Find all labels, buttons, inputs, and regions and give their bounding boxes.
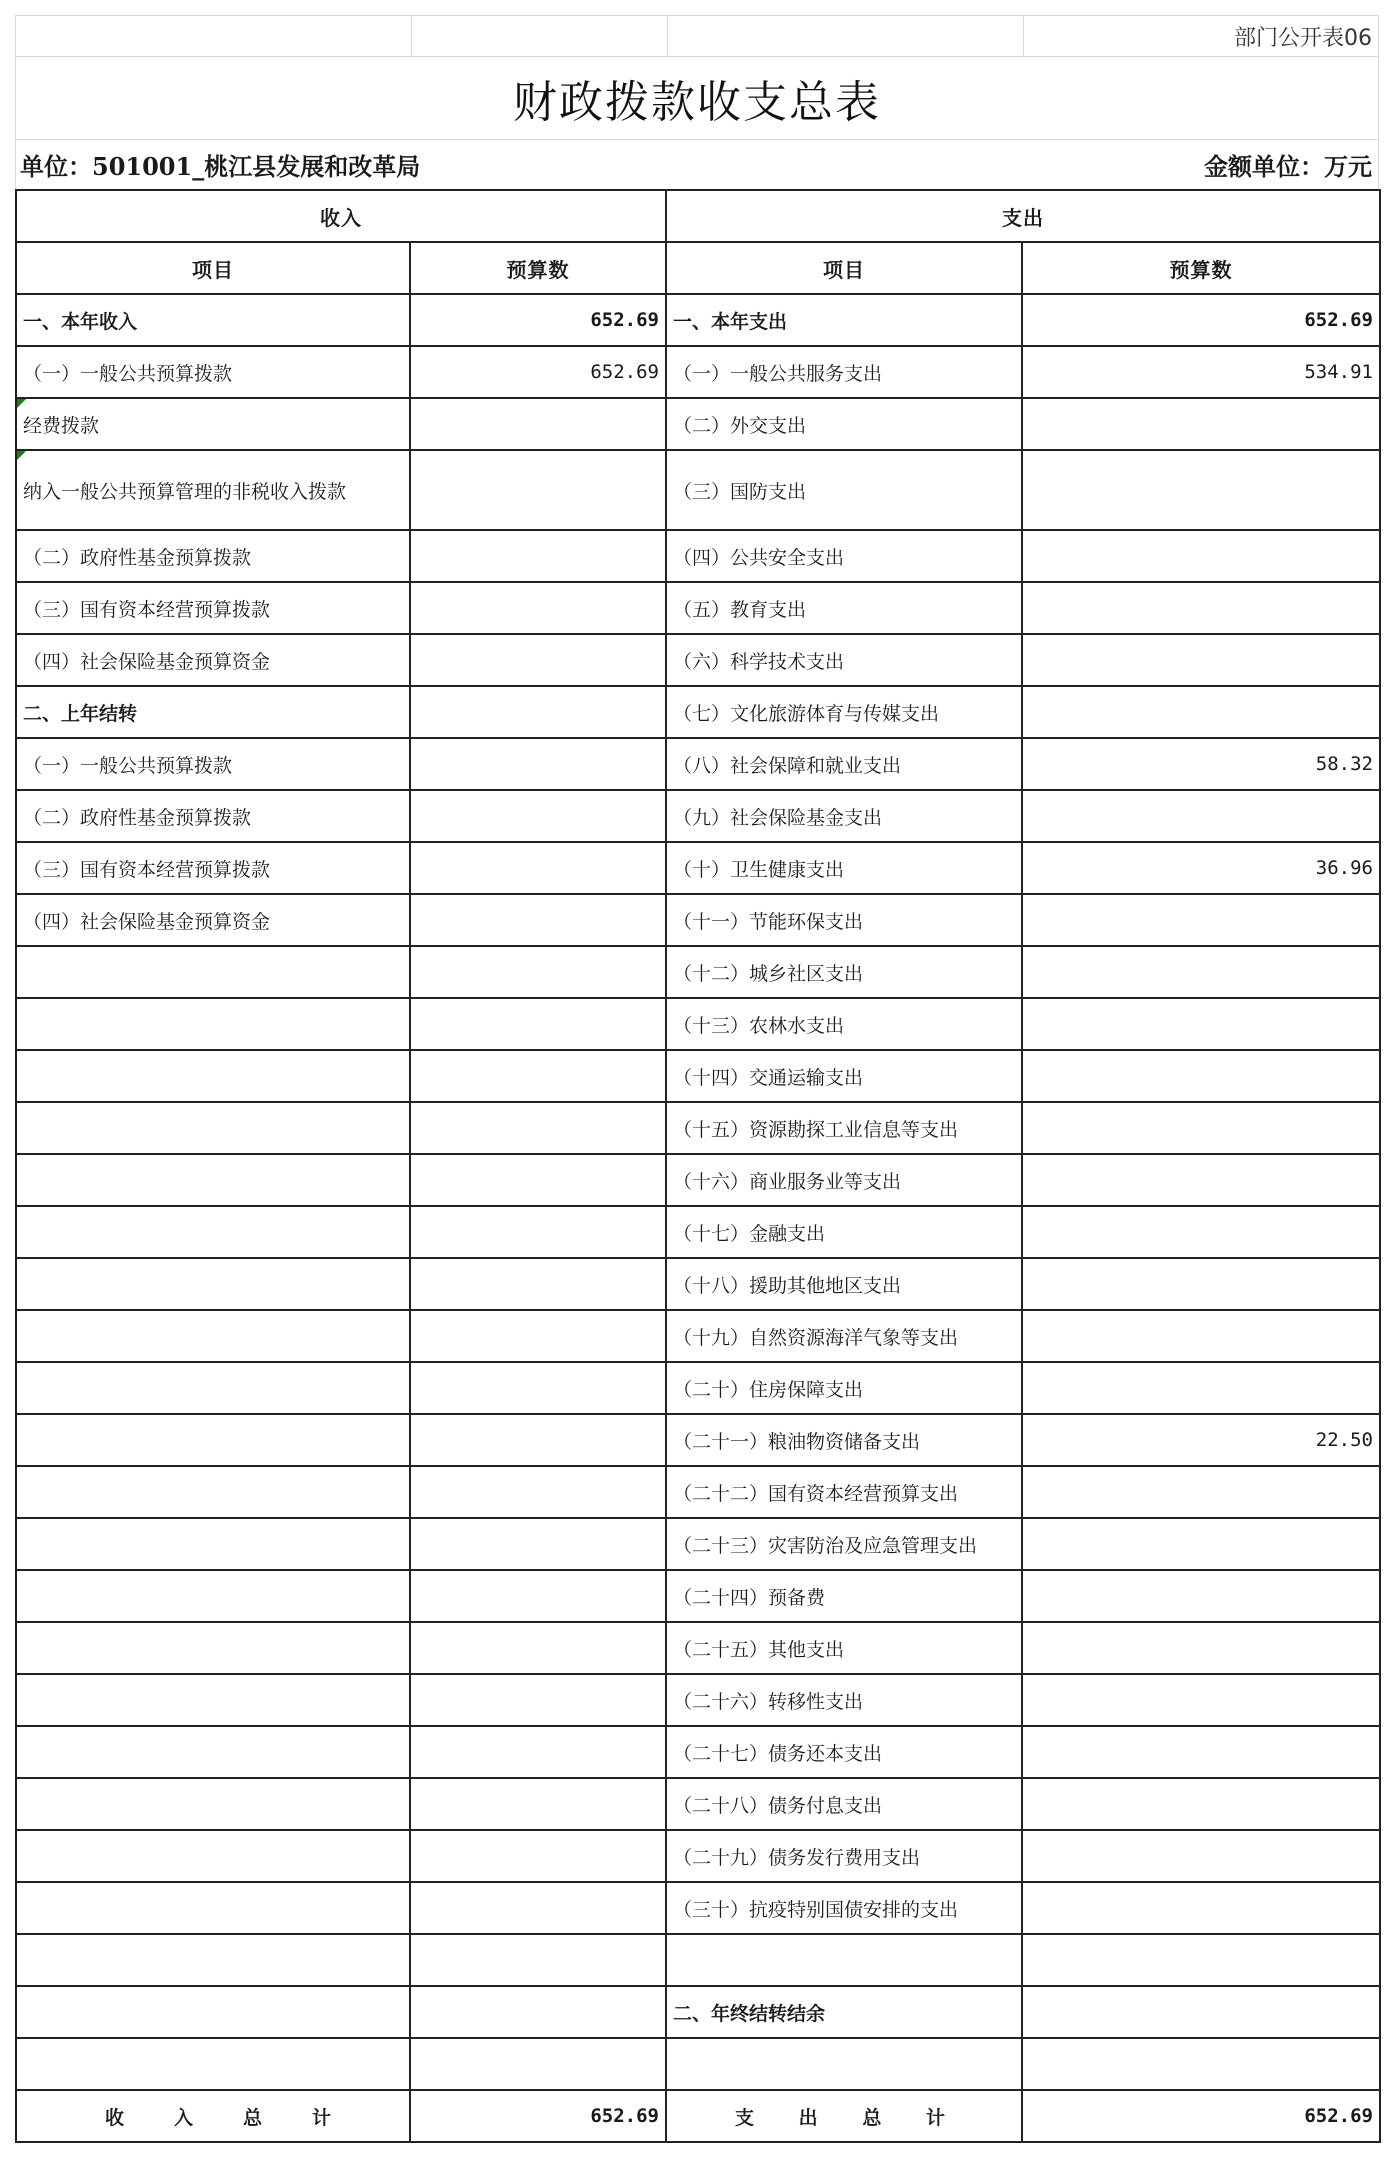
expense-item-cell: （十九）自然资源海洋气象等支出 [666,1310,1022,1362]
table-row [16,738,1380,790]
expense-budget-cell [1022,1102,1380,1154]
expense-item-cell: （十）卫生健康支出 [666,842,1022,894]
income-item-cell [16,998,410,1050]
income-item-cell [16,1362,410,1414]
income-budget-cell [410,1466,666,1518]
income-budget-cell [410,1102,666,1154]
table-row [16,1622,1380,1674]
expense-budget-header: 预算数 [1022,242,1380,294]
expense-item-cell: （二）外交支出 [666,398,1022,450]
table-row [16,1102,1380,1154]
table-row [16,346,1380,398]
group-header-row [16,190,1380,242]
expense-total-label [666,2090,1022,2142]
income-item-cell [16,1674,410,1726]
income-item-header: 项目 [16,242,410,294]
expense-budget-cell [1022,1258,1380,1310]
expense-item-cell: （七）文化旅游体育与传媒支出 [666,686,1022,738]
expense-item-cell: （六）科学技术支出 [666,634,1022,686]
income-budget-cell [410,686,666,738]
total-label-char: 出 [798,2106,818,2129]
table-row [16,1206,1380,1258]
expense-budget-cell: 652.69 [1022,294,1380,346]
income-item-cell [16,1310,410,1362]
expense-item-cell: （五）教育支出 [666,582,1022,634]
expense-item-cell: （二十六）转移性支出 [666,1674,1022,1726]
income-budget-cell [410,1986,666,2038]
table-row [16,450,1380,530]
expense-budget-cell [1022,1518,1380,1570]
income-group-header: 收入 [16,190,666,242]
income-item-cell [16,2038,410,2090]
income-item-cell [16,1518,410,1570]
income-item-cell: （四）社会保险基金预算资金 [16,894,410,946]
income-budget-cell [410,1154,666,1206]
total-label-char: 收 [105,2106,125,2129]
expense-budget-cell: 534.91 [1022,346,1380,398]
income-item-cell [16,1154,410,1206]
income-item-cell [16,1882,410,1934]
income-item-cell: （一）一般公共预算拨款 [16,346,410,398]
income-budget-cell [410,738,666,790]
income-item-cell: 二、上年结转 [16,686,410,738]
expense-item-cell: （十二）城乡社区支出 [666,946,1022,998]
income-item-cell: 一、本年收入 [16,294,410,346]
income-budget-cell [410,582,666,634]
expense-item-cell: 一、本年支出 [666,294,1022,346]
expense-item-cell: （二十三）灾害防治及应急管理支出 [666,1518,1022,1570]
income-item-cell: （二）政府性基金预算拨款 [16,530,410,582]
income-item-cell: 纳入一般公共预算管理的非税收入拨款 [16,450,410,530]
expense-budget-cell [1022,1622,1380,1674]
expense-budget-cell [1022,1830,1380,1882]
expense-budget-cell [1022,398,1380,450]
expense-item-cell: （四）公共安全支出 [666,530,1022,582]
expense-group-header: 支出 [666,190,1380,242]
table-row [16,530,1380,582]
table-row [16,1726,1380,1778]
income-item-cell [16,1726,410,1778]
expense-item-cell: （一）一般公共服务支出 [666,346,1022,398]
income-item-cell [16,1466,410,1518]
income-item-cell [16,946,410,998]
expense-budget-cell [1022,998,1380,1050]
table-row [16,1518,1380,1570]
income-item-cell: （二）政府性基金预算拨款 [16,790,410,842]
expense-budget-cell [1022,1310,1380,1362]
income-budget-cell [410,1934,666,1986]
expense-item-cell: （二十一）粮油物资储备支出 [666,1414,1022,1466]
table-row [16,1362,1380,1414]
expense-budget-cell [1022,686,1380,738]
expense-item-cell: （二十四）预备费 [666,1570,1022,1622]
expense-budget-cell: 36.96 [1022,842,1380,894]
table-row [16,842,1380,894]
table-row [16,1258,1380,1310]
expense-budget-cell [1022,894,1380,946]
income-total-label [16,2090,410,2142]
income-item-cell [16,1934,410,1986]
income-budget-cell [410,1310,666,1362]
table-row [16,1154,1380,1206]
income-item-cell: （四）社会保险基金预算资金 [16,634,410,686]
expense-budget-cell [1022,1882,1380,1934]
expense-item-cell [666,1934,1022,1986]
table-row [16,1570,1380,1622]
expense-budget-cell [1022,2038,1380,2090]
expense-item-cell: （八）社会保障和就业支出 [666,738,1022,790]
page-title: 财政拨款收支总表 [15,57,1379,140]
amount-unit-label: 金额单位：万元 [1204,152,1372,181]
expense-budget-cell: 22.50 [1022,1414,1380,1466]
expense-item-cell: （三）国防支出 [666,450,1022,530]
table-row [16,2038,1380,2090]
income-item-cell [16,1830,410,1882]
expense-budget-cell [1022,1570,1380,1622]
income-budget-cell [410,1882,666,1934]
expense-item-cell: （十六）商业服务业等支出 [666,1154,1022,1206]
income-budget-cell [410,790,666,842]
expense-item-cell: （二十八）债务付息支出 [666,1778,1022,1830]
income-item-cell [16,1258,410,1310]
table-row [16,398,1380,450]
table-row [16,894,1380,946]
expense-budget-cell [1022,1362,1380,1414]
income-budget-cell [410,1570,666,1622]
budget-sheet [15,15,1379,2143]
expense-budget-cell [1022,450,1380,530]
expense-budget-cell [1022,1778,1380,1830]
income-budget-cell [410,842,666,894]
income-item-cell [16,1778,410,1830]
income-item-cell: 经费拨款 [16,398,410,450]
income-budget-cell: 652.69 [410,346,666,398]
income-budget-cell [410,1830,666,1882]
total-label-char: 入 [173,2106,193,2129]
income-budget-cell [410,1414,666,1466]
income-budget-cell [410,998,666,1050]
income-budget-cell [410,634,666,686]
income-budget-cell: 652.69 [410,294,666,346]
blank-cell [15,16,411,57]
income-item-cell: （三）国有资本经营预算拨款 [16,582,410,634]
table-row [16,1934,1380,1986]
expense-budget-cell [1022,1986,1380,2038]
income-budget-cell [410,1726,666,1778]
expense-budget-cell [1022,1154,1380,1206]
income-item-cell: （三）国有资本经营预算拨款 [16,842,410,894]
column-header-row [16,242,1380,294]
table-row [16,634,1380,686]
income-total-value: 652.69 [410,2090,666,2142]
department-unit-label: 单位：501001_桃江县发展和改革局 [20,152,421,181]
income-budget-cell [410,1778,666,1830]
expense-item-cell: （十一）节能环保支出 [666,894,1022,946]
expense-budget-cell [1022,1674,1380,1726]
expense-item-cell: （二十七）债务还本支出 [666,1726,1022,1778]
table-row [16,790,1380,842]
table-row [16,1310,1380,1362]
expense-item-cell: （二十五）其他支出 [666,1622,1022,1674]
budget-table [15,189,1381,2143]
expense-budget-cell [1022,790,1380,842]
expense-budget-cell [1022,1466,1380,1518]
table-row [16,1986,1380,2038]
expense-budget-cell [1022,582,1380,634]
expense-budget-cell [1022,634,1380,686]
table-row [16,582,1380,634]
income-budget-cell [410,1206,666,1258]
expense-item-cell: （十八）援助其他地区支出 [666,1258,1022,1310]
blank-cell [411,16,667,57]
table-row [16,1674,1380,1726]
income-budget-cell [410,530,666,582]
total-label-char: 计 [311,2106,331,2129]
expense-item-cell: （二十二）国有资本经营预算支出 [666,1466,1022,1518]
total-label-char: 总 [862,2106,882,2129]
expense-item-cell: （九）社会保险基金支出 [666,790,1022,842]
expense-item-cell: （二十九）债务发行费用支出 [666,1830,1022,1882]
expense-item-cell: （十五）资源勘探工业信息等支出 [666,1102,1022,1154]
expense-item-cell: （三十）抗疫特别国债安排的支出 [666,1882,1022,1934]
expense-item-cell: 二、年终结转结余 [666,1986,1022,2038]
income-budget-cell [410,1050,666,1102]
expense-item-cell [666,2038,1022,2090]
blank-cell [667,16,1023,57]
table-row [16,1466,1380,1518]
total-label-char: 计 [925,2106,945,2129]
expense-budget-cell [1022,530,1380,582]
income-budget-cell [410,1518,666,1570]
income-item-cell [16,1206,410,1258]
expense-budget-cell [1022,1726,1380,1778]
income-budget-cell [410,450,666,530]
expense-item-cell: （十三）农林水支出 [666,998,1022,1050]
table-row [16,1414,1380,1466]
expense-budget-cell [1022,946,1380,998]
income-item-cell [16,1986,410,2038]
tag-row [15,15,1379,57]
total-label-char: 支 [735,2106,755,2129]
expense-budget-cell: 58.32 [1022,738,1380,790]
expense-budget-cell [1022,1934,1380,1986]
income-budget-cell [410,1362,666,1414]
expense-item-cell: （十四）交通运输支出 [666,1050,1022,1102]
expense-total-value: 652.69 [1022,2090,1380,2142]
income-budget-cell [410,946,666,998]
income-budget-cell [410,1258,666,1310]
table-row [16,1050,1380,1102]
income-item-cell [16,1050,410,1102]
income-budget-cell [410,1622,666,1674]
expense-item-cell: （十七）金融支出 [666,1206,1022,1258]
table-row [16,294,1380,346]
table-row [16,686,1380,738]
income-item-cell [16,1102,410,1154]
totals-row [16,2090,1380,2142]
table-row [16,1882,1380,1934]
income-budget-cell [410,398,666,450]
income-budget-header: 预算数 [410,242,666,294]
table-row [16,998,1380,1050]
income-budget-cell [410,1674,666,1726]
unit-row [15,140,1379,189]
income-item-cell [16,1622,410,1674]
table-row [16,1830,1380,1882]
expense-budget-cell [1022,1206,1380,1258]
income-item-cell [16,1414,410,1466]
table-row [16,946,1380,998]
table-tag: 部门公开表06 [1023,16,1379,57]
income-item-cell [16,1570,410,1622]
income-item-cell: （一）一般公共预算拨款 [16,738,410,790]
income-budget-cell [410,894,666,946]
table-row [16,1778,1380,1830]
expense-budget-cell [1022,1050,1380,1102]
total-label-char: 总 [242,2106,262,2129]
income-budget-cell [410,2038,666,2090]
expense-item-header: 项目 [666,242,1022,294]
expense-item-cell: （二十）住房保障支出 [666,1362,1022,1414]
